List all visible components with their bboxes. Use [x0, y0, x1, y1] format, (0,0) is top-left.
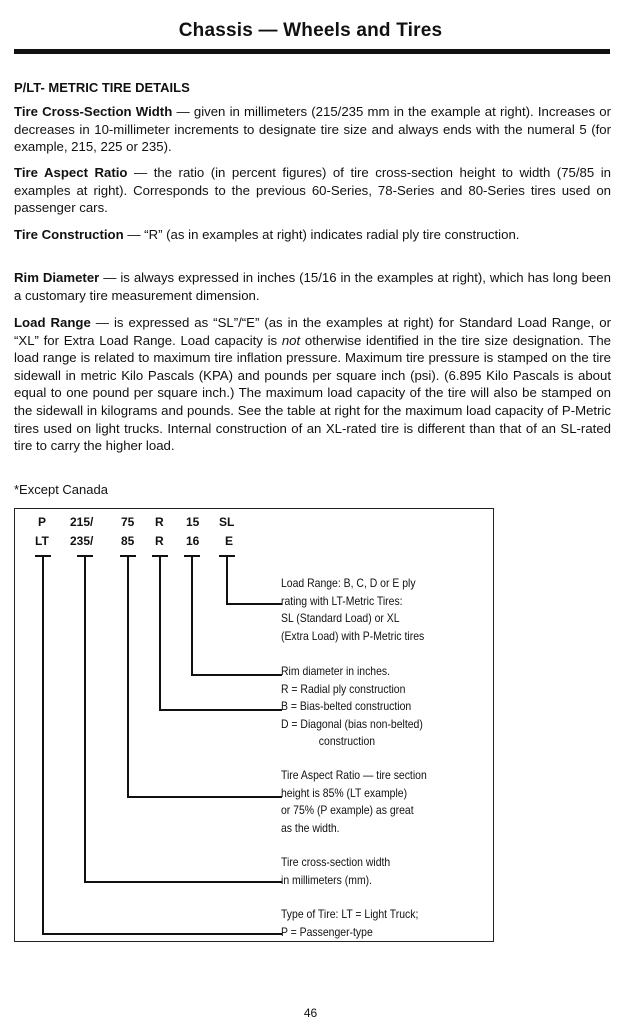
code-width-lt: 235/ — [70, 534, 94, 548]
text-line: (Extra Load) with P-Metric tires — [281, 629, 425, 643]
leader-construction — [159, 709, 282, 711]
text-line: rating with LT-Metric Tires: — [281, 594, 403, 608]
text-line: P = Passenger-type — [281, 925, 373, 939]
paragraph-aspect-ratio — [14, 164, 611, 217]
text-line: R = Radial ply construction — [281, 682, 406, 696]
term: Load Range — [14, 315, 91, 330]
rim-construction-explanation — [281, 663, 423, 751]
text-line: as the width. — [281, 821, 340, 835]
leader-rim — [191, 674, 282, 676]
tire-type-explanation — [281, 906, 418, 941]
term: Tire Aspect Ratio — [14, 165, 128, 180]
leader-load — [226, 603, 282, 605]
text-line: Rim diameter in inches. — [281, 665, 391, 678]
stem-load — [226, 555, 228, 604]
text-line: construction — [318, 735, 376, 749]
emphasis: not — [281, 332, 301, 348]
stem-rim — [191, 555, 193, 675]
stem-type — [42, 555, 44, 934]
footnote: *Except Canada — [14, 482, 108, 497]
text-line: B = Bias-belted construction — [281, 700, 412, 714]
load-range-explanation — [281, 575, 424, 645]
stem-aspect — [127, 555, 129, 797]
code-construction-lt: R — [155, 534, 164, 548]
definition-a: — is expressed as “SL”/“E” (as in the examples at right) for Standard Load Range, or “XL” for Extra Load Range. Load capacity is — [14, 315, 612, 348]
page-title: Chassis — Wheels and Tires — [178, 20, 443, 41]
term: Tire Construction — [14, 227, 124, 242]
text-line: or 75% (P example) as great — [281, 804, 414, 818]
code-aspect-p: 75 — [121, 515, 135, 529]
title-rule — [14, 49, 610, 54]
text-line: Load Range: B, C, D or E ply — [281, 577, 416, 590]
text-line: Tire cross-section width — [281, 856, 391, 869]
paragraph-construction — [14, 226, 611, 244]
term: Tire Cross-Section Width — [14, 104, 173, 119]
code-load-p: SL — [219, 515, 235, 529]
paragraph-rim-diameter — [14, 269, 611, 304]
term: Rim Diameter — [14, 270, 100, 285]
stem-width — [84, 555, 86, 882]
code-rim-p: 15 — [186, 515, 200, 529]
code-aspect-lt: 85 — [121, 534, 135, 548]
text-line: D = Diagonal (bias non-belted) — [281, 717, 423, 731]
code-load-lt: E — [225, 534, 234, 548]
stem-construction — [159, 555, 161, 710]
text-line: Type of Tire: LT = Light Truck; — [281, 908, 419, 921]
aspect-ratio-explanation — [281, 767, 427, 837]
paragraph-load-range — [14, 314, 611, 455]
definition: — “R” (as in examples at right) indicates radial ply tire construction. — [123, 227, 520, 242]
page-number: 46 — [303, 1006, 318, 1020]
definition: — the ratio (in percent figures) of tire cross-section height to width (75/85 in examples at right). Corresponds to the previous 60-Series, 78-Series and 80-Series tires used on passenger cars. — [14, 165, 611, 216]
definition-b: otherwise identified in the tire size designation. The load range is related to maximum tire inflation pressure. Maximum tire pressure is stamped on the tire sidewall in metric Kilo Pascals (KPA) and pounds per square inch (psi). (6.895 Kilo Pascals is about equal to one pound per square inch.) The maximum load capacity of the tire will also be stamped on the sidewall in kilograms and pounds. See the table at right for the maximum load capacity of P-Metric tires used on light trucks. Internal construction of an XL-rated tire is different than that of an SL-rated tire to carry the higher load. — [14, 332, 612, 454]
definition: — is always expressed in inches (15/16 in the examples at right), which has long been a customary tire measurement dimension. — [14, 270, 611, 303]
leader-aspect — [127, 796, 282, 798]
leader-width — [84, 881, 282, 883]
text-line: in millimeters (mm). — [281, 873, 373, 887]
code-construction-p: R — [155, 515, 164, 529]
definition: — given in millimeters (215/235 mm in the example at right). Increases or decreases in 10-millimeter increments to designate tire size and always ends with the numeral 5 (for example, 215, 225 or 235). — [14, 104, 611, 155]
text-line: height is 85% (LT example) — [281, 786, 408, 800]
leader-type — [42, 933, 282, 935]
cross-section-explanation — [281, 854, 390, 889]
text-line: SL (Standard Load) or XL — [281, 612, 400, 626]
section-heading: P/LT- METRIC TIRE DETAILS — [14, 80, 190, 95]
code-type-lt: LT — [35, 534, 49, 548]
text-line: Tire Aspect Ratio — tire section — [281, 769, 427, 782]
code-width-p: 215/ — [70, 515, 94, 529]
code-rim-lt: 16 — [186, 534, 200, 548]
code-type-p: P — [38, 515, 47, 529]
paragraph-cross-section — [14, 103, 611, 156]
